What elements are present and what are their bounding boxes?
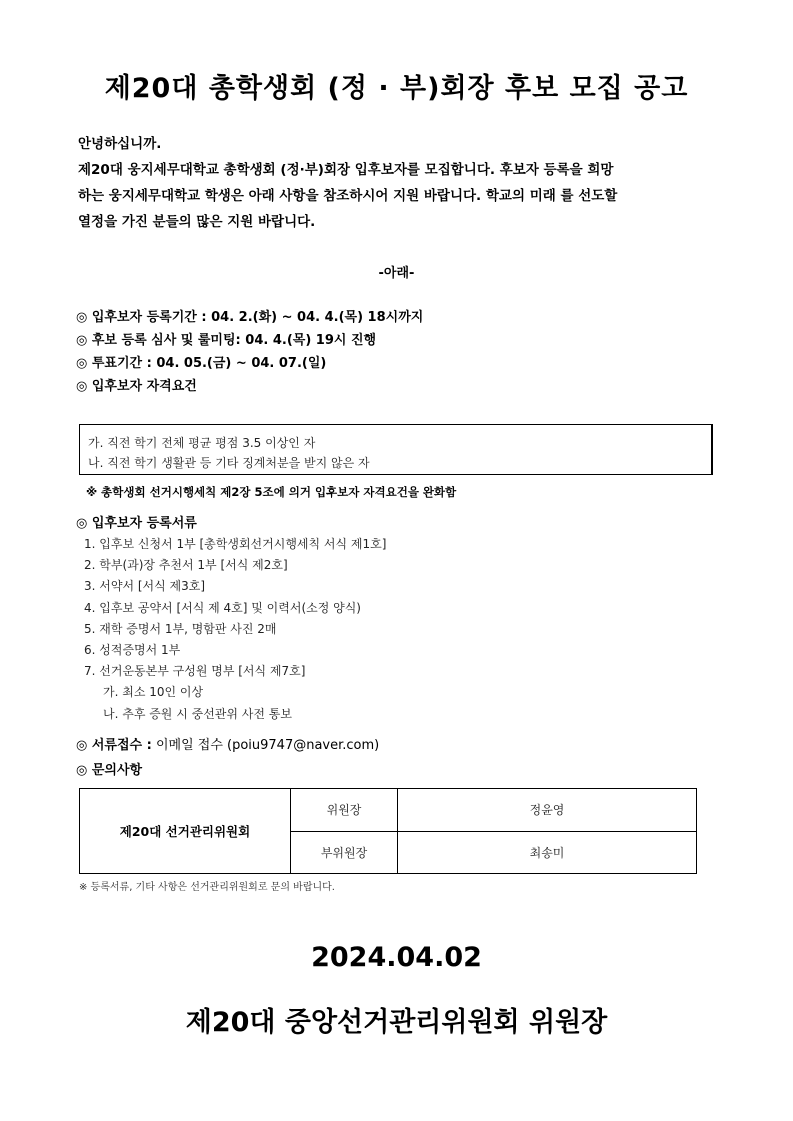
signer: 제20대 중앙선거관리위원회 위원장	[185, 1007, 608, 1038]
contact-name: 최송미	[398, 831, 697, 874]
schedule-review-meeting: ◎ 후보 등록 심사 및 룰미팅: 04. 4.(목) 19시 진행	[76, 333, 377, 348]
document-sub-item: 가. 최소 10인 이상	[103, 685, 204, 700]
document-item: 2. 학부(과)장 추천서 1부 [서식 제2호]	[84, 558, 288, 573]
submission-value: 이메일 접수 (poiu9747@naver.com)	[151, 738, 380, 753]
schedule-voting-period: ◎ 투표기간 : 04. 05.(금) ~ 04. 07.(일)	[76, 356, 327, 371]
contact-role: 위원장	[291, 789, 398, 832]
document-item: 1. 입후보 신청서 1부 [총학생회선거시행세칙 서식 제1호]	[84, 537, 387, 551]
section-divider-label: -아래-	[378, 266, 415, 281]
document-item: 4. 입후보 공약서 [서식 제 4호] 및 이력서(소정 양식)	[84, 600, 361, 615]
contact-org: 제20대 선거관리위원회	[80, 789, 291, 874]
documents-heading: ◎ 입후보자 등록서류	[76, 516, 197, 531]
contact-table	[79, 788, 697, 874]
table-note: ※ 등록서류, 기타 사항은 선거관리위원회로 문의 바랍니다.	[79, 882, 335, 893]
qualification-item: 가. 직전 학기 전체 평균 평점 3.5 이상인 자	[88, 436, 316, 450]
contact-name: 정윤영	[398, 789, 697, 832]
intro-text	[78, 131, 728, 235]
schedule-list	[76, 306, 423, 398]
schedule-registration-period: ◎ 입후보자 등록기간 : 04. 2.(화) ~ 04. 4.(목) 18시까지	[76, 310, 424, 325]
document-item: 6. 성적증명서 1부	[84, 643, 181, 658]
inquiry-heading: ◎ 문의사항	[76, 763, 143, 778]
intro-line-3: 열정을 가진 분들의 많은 지원 바랍니다.	[78, 214, 316, 230]
submission-label: ◎ 서류접수 :	[76, 738, 152, 753]
submission-info	[76, 734, 379, 753]
intro-line-2: 하는 웅지세무대학교 학생은 아래 사항을 참조하시어 지원 바랍니다. 학교의 미래 를 선도할	[78, 188, 618, 204]
document-item: 7. 선거운동본부 구성원 명부 [서식 제7호]	[84, 664, 306, 679]
intro-greeting: 안녕하십니까.	[78, 136, 162, 152]
document-item: 3. 서약서 [서식 제3호]	[84, 579, 206, 594]
intro-line-1: 제20대 웅지세무대학교 총학생회 (정·부)회장 입후보자를 모집합니다. 후보자 등록을 희망	[78, 162, 614, 178]
contact-role: 부위원장	[291, 831, 398, 874]
page-title: 제20대 총학생회 (정 · 부)회장 후보 모집 공고	[104, 73, 689, 104]
document-item: 5. 재학 증명서 1부, 명함판 사진 2매	[84, 621, 277, 636]
qualification-heading: ◎ 입후보자 자격요건	[76, 379, 197, 394]
document-sub-item: 나. 추후 증원 시 중선관위 사전 통보	[103, 706, 292, 721]
qualification-note: ※ 총학생회 선거시행세칙 제2장 5조에 의거 입후보자 자격요건을 완화함	[86, 485, 457, 499]
announcement-date: 2024.04.02	[311, 942, 482, 973]
qualification-item: 나. 직전 학기 생활관 등 기타 징계처분을 받지 않은 자	[88, 456, 370, 470]
qualification-box	[79, 424, 713, 475]
documents-list	[84, 534, 386, 725]
